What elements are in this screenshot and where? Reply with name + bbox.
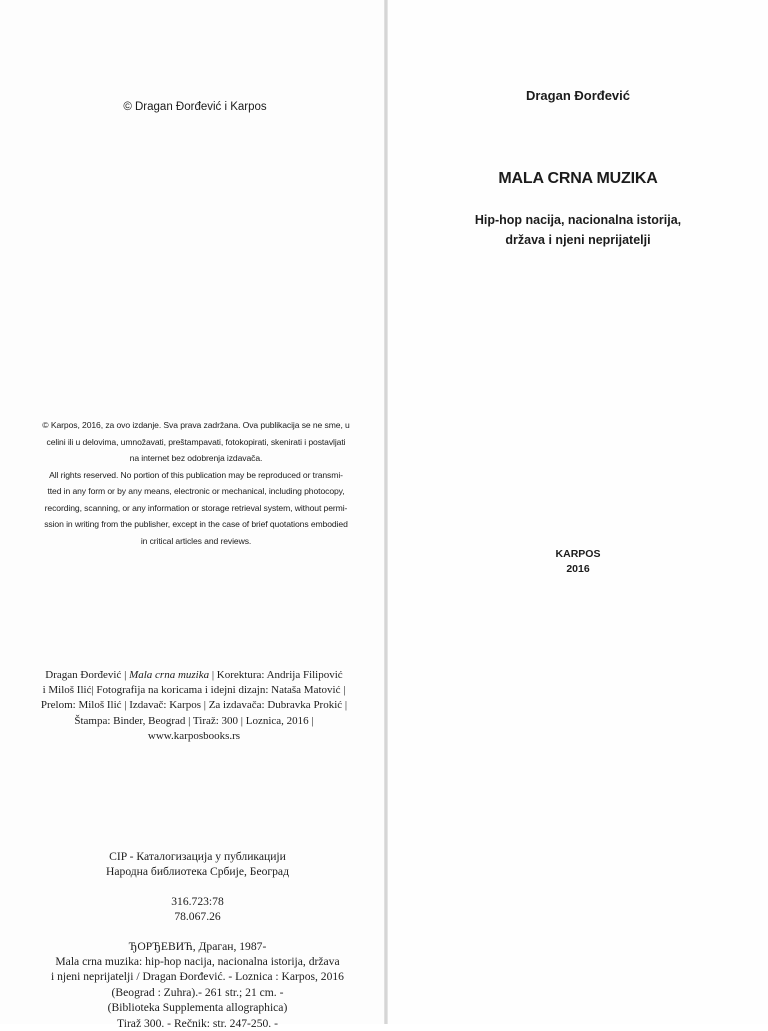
cip-header-line: Народна библиотека Србије, Београд — [106, 865, 289, 879]
rights-line: na internet bez odobrenja izdavača. — [129, 453, 263, 463]
publisher-imprint — [388, 547, 768, 577]
author-name: Dragan Đorđević — [525, 88, 631, 103]
publisher-website: www.karposbooks.rs — [147, 729, 241, 742]
colophon-text: Dragan Đorđević | — [45, 669, 130, 681]
right-page — [388, 0, 768, 1024]
rights-notice — [36, 417, 356, 549]
rights-line: © Karpos, 2016, za ovo izdanje. Sva prava zadržana. Ova publikacija se ne sme, u — [42, 420, 350, 430]
rights-english — [36, 467, 356, 550]
udc-code: 316.723:78 — [171, 894, 224, 908]
udc-code: 78.067.26 — [174, 910, 221, 924]
book-title: MALA CRNA MUZIKA — [498, 170, 658, 187]
cip-header-line: CIP - Каталогизација у публикацији — [109, 850, 286, 863]
cip-entry-line: Mala crna muzika: hip-hop nacija, nacionalna istorija, država — [55, 955, 340, 969]
cip-record — [30, 849, 365, 1031]
cip-header — [30, 849, 365, 880]
colophon — [30, 668, 358, 744]
cip-entry-line: (Biblioteka Supplementa allographica) — [107, 1001, 288, 1015]
rights-line: in critical articles and reviews. — [140, 535, 252, 546]
rights-line: tted in any form or by any means, electronic or mechanical, including photocopy, — [47, 486, 345, 496]
colophon-text: Prelom: Miloš Ilić | Izdavač: Karpos | Za izdavača: Dubravka Prokić | — [40, 699, 348, 712]
publisher-name: KARPOS — [555, 548, 601, 560]
cip-entry-line: ЂОРЂЕВИЋ, Драган, 1987- — [128, 939, 267, 953]
rights-serbian — [36, 417, 356, 467]
rights-line: recording, scanning, or any information or storage retrieval system, without permi- — [44, 502, 348, 513]
cip-entry-line: Tiraž 300. - Rečnik: str. 247-250. - — [117, 1016, 278, 1030]
colophon-text: Štampa: Binder, Beograd | Tiraž: 300 | Loznica, 2016 | — [74, 714, 314, 727]
colophon-text: | Korektura: Andrija Filipović — [209, 669, 343, 681]
subtitle-line: država i njeni neprijatelji — [505, 233, 651, 247]
cip-udc — [30, 894, 365, 925]
cip-entry-line: i njeni neprijatelji / Dragan Đorđević. - Loznica : Karpos, 2016 — [51, 970, 344, 984]
rights-line: ssion in writing from the publisher, except in the case of brief quotations embodied — [44, 519, 348, 529]
colophon-book-title: Mala crna muzika — [129, 669, 210, 681]
rights-line: celini ili u delovima, umnožavati, preštampavati, fotokopirati, skenirati i postavljati — [46, 436, 346, 447]
book-subtitle — [388, 210, 768, 250]
copyright-header: © Dragan Đorđević i Karpos — [123, 101, 267, 113]
rights-line: All rights reserved. No portion of this publication may be reproduced or transmi- — [49, 469, 343, 480]
cip-entry — [30, 939, 365, 1031]
subtitle-line: Hip-hop nacija, nacionalna istorija, — [474, 213, 682, 227]
colophon-text: i Miloš Ilić| Fotografija na koricama i idejni dizajn: Nataša Matović | — [42, 684, 346, 697]
cip-entry-line: (Beograd : Zuhra).- 261 str.; 21 cm. - — [111, 985, 284, 999]
publication-year: 2016 — [566, 563, 590, 575]
